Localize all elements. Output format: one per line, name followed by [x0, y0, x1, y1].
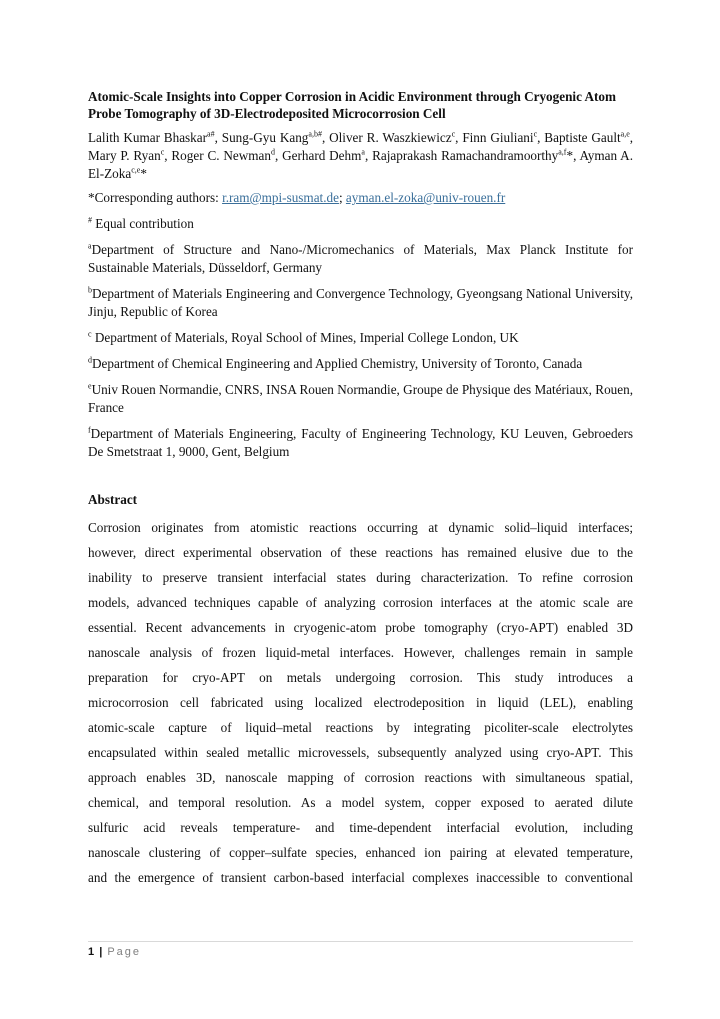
- corresponding-authors: [88, 189, 633, 207]
- abstract-body: [88, 515, 633, 890]
- page-number: 1: [88, 946, 95, 958]
- abstract-line: approach enables 3D, nanoscale mapping of corrosion reactions with simultaneous spatial,: [88, 770, 633, 785]
- equal-contribution-text: Equal contribution: [92, 216, 194, 231]
- author-separator: ,: [364, 148, 373, 163]
- affiliation-c: [88, 329, 633, 347]
- author-separator: ,: [321, 130, 330, 145]
- equal-contribution-note: [88, 215, 633, 233]
- author: [544, 130, 633, 145]
- abstract-line: models, advanced techniques capable of analyzing corrosion interfaces at the atomic scale are: [88, 595, 633, 610]
- page-footer: [88, 941, 633, 958]
- abstract-line: inability to preserve transient interfacial states during characterization. To refine corrosion: [88, 570, 633, 585]
- email-link-ram[interactable]: r.ram@mpi-susmat.de: [222, 190, 339, 205]
- author: [222, 130, 329, 145]
- paper-page: [88, 88, 633, 890]
- abstract-line: nanoscale clustering of copper–sulfate species, enhanced ion pairing at elevated temperature,: [88, 845, 633, 860]
- abstract-line: microcorrosion cell fabricated using localized electrodeposition in liquid (LEL), enabling: [88, 695, 633, 710]
- author-separator: ,: [274, 148, 283, 163]
- abstract-line: Corrosion originates from atomistic reactions occurring at dynamic solid–liquid interfaces;: [88, 520, 633, 535]
- abstract-line: however, direct experimental observation of these reactions has remained elusive due to the: [88, 545, 633, 560]
- affiliation-d: [88, 355, 633, 373]
- author-affiliation-mark: a,f: [558, 147, 567, 157]
- author: [372, 148, 579, 163]
- paper-title: Atomic-Scale Insights into Copper Corrosion in Acidic Environment through Cryogenic Atom Probe Tomography of 3D-Electrodeposited Microcorrosion Cell: [88, 89, 617, 121]
- author-name: Mary P. Ryan: [88, 148, 161, 163]
- affiliation-mark: f: [88, 425, 91, 435]
- author-affiliation-mark: c: [533, 129, 538, 139]
- author-name: Gerhard Dehm: [282, 148, 362, 163]
- author: [329, 130, 462, 145]
- author-separator: ,: [455, 130, 463, 145]
- affiliation-mark: e: [88, 381, 92, 391]
- affiliation-mark: b: [88, 285, 92, 295]
- author: [282, 148, 372, 163]
- author-separator: ,: [214, 130, 222, 145]
- author-affiliation-mark: d: [270, 147, 275, 157]
- author: [88, 130, 222, 145]
- affiliation-mark: d: [88, 355, 92, 365]
- affiliation-text: Department of Chemical Engineering and Applied Chemistry, University of Toronto, Canada: [92, 356, 583, 371]
- affiliation-text: Department of Structure and Nano-/Micromechanics of Materials, Max Planck Institute for Sustainable Materials, Düsseldorf, Germany: [88, 242, 633, 275]
- author-affiliation-mark: a,b#: [308, 129, 322, 139]
- abstract-line: atomic-scale capture of liquid–metal reactions by integrating picoliter-scale electrolytes: [88, 720, 633, 735]
- affiliation-text: Department of Materials Engineering and Convergence Technology, Gyeongsang National University, Jinju, Republic of Korea: [88, 286, 633, 319]
- abstract-line: preparation for cryo-APT on metals undergoing corrosion. This study introduces a: [88, 670, 633, 685]
- abstract-line: sulfuric acid reveals temperature- and time-dependent interfacial evolution, including: [88, 820, 633, 835]
- author-affiliation-mark: a#: [207, 129, 215, 139]
- author-name: Oliver R. Waszkiewicz: [329, 130, 452, 145]
- abstract-line: nanoscale analysis of frozen liquid-metal interfaces. However, challenges remain in sample: [88, 645, 633, 660]
- author-affiliation-mark: c,e: [131, 165, 141, 175]
- author-separator: *,: [566, 148, 580, 163]
- author-affiliation-mark: c: [451, 129, 456, 139]
- affiliation-list: [88, 241, 633, 461]
- author: [462, 130, 544, 145]
- corresponding-label: *Corresponding authors:: [88, 190, 223, 205]
- author-name: Roger C. Newman: [171, 148, 271, 163]
- author-affiliation-mark: a: [361, 147, 365, 157]
- author-name: Rajaprakash Ramachandramoorthy: [372, 148, 559, 163]
- affiliation-text: Department of Materials Engineering, Faculty of Engineering Technology, KU Leuven, Gebroeders De Smetstraat 1, 9000, Gent, Belgium: [88, 426, 633, 459]
- author: [171, 148, 282, 163]
- email-separator: ;: [338, 190, 346, 205]
- author-separator: ,: [537, 130, 545, 145]
- author-name: Sung-Gyu Kang: [221, 130, 309, 145]
- author-affiliation-mark: c: [160, 147, 165, 157]
- abstract-line: encapsulated within sealed metallic microvessels, subsequently analyzed using cryo-APT. This: [88, 745, 633, 760]
- affiliation-b: [88, 285, 633, 321]
- affiliation-mark: c: [88, 329, 92, 339]
- author-separator: ,: [164, 148, 172, 163]
- author: [88, 148, 171, 163]
- page-label: Page: [107, 946, 142, 958]
- author-name: Ayman A. El-Zoka: [88, 148, 633, 181]
- email-link-elzoka[interactable]: ayman.el-zoka@univ-rouen.fr: [345, 190, 506, 205]
- author-name: Baptiste Gault: [544, 130, 621, 145]
- author-list: [88, 129, 633, 183]
- abstract-line: chemical, and temporal resolution. As a model system, copper exposed to aerated dilute: [88, 795, 633, 810]
- author-name: Finn Giuliani: [462, 130, 534, 145]
- abstract-line: essential. Recent advancements in cryogenic-atom probe tomography (cryo-APT) enabled 3D: [88, 620, 633, 635]
- abstract-heading: Abstract: [88, 492, 138, 507]
- footer-separator: |: [99, 946, 103, 958]
- abstract-line: and the emergence of transient carbon-based interfacial complexes inaccessible to conventional: [88, 870, 633, 885]
- affiliation-mark: a: [88, 241, 92, 251]
- affiliation-e: [88, 381, 633, 417]
- affiliation-f: [88, 425, 633, 461]
- affiliation-text: Department of Materials, Royal School of Mines, Imperial College London, UK: [91, 330, 519, 345]
- affiliation-text: Univ Rouen Normandie, CNRS, INSA Rouen Normandie, Groupe de Physique des Matériaux, Rouen, France: [88, 382, 633, 415]
- author-separator: ,: [629, 130, 634, 145]
- equal-contribution-mark: #: [88, 215, 92, 225]
- author-separator: *: [140, 166, 147, 181]
- author-name: Lalith Kumar Bhaskar: [88, 130, 208, 145]
- author-affiliation-mark: a,e: [620, 129, 630, 139]
- affiliation-a: [88, 241, 633, 277]
